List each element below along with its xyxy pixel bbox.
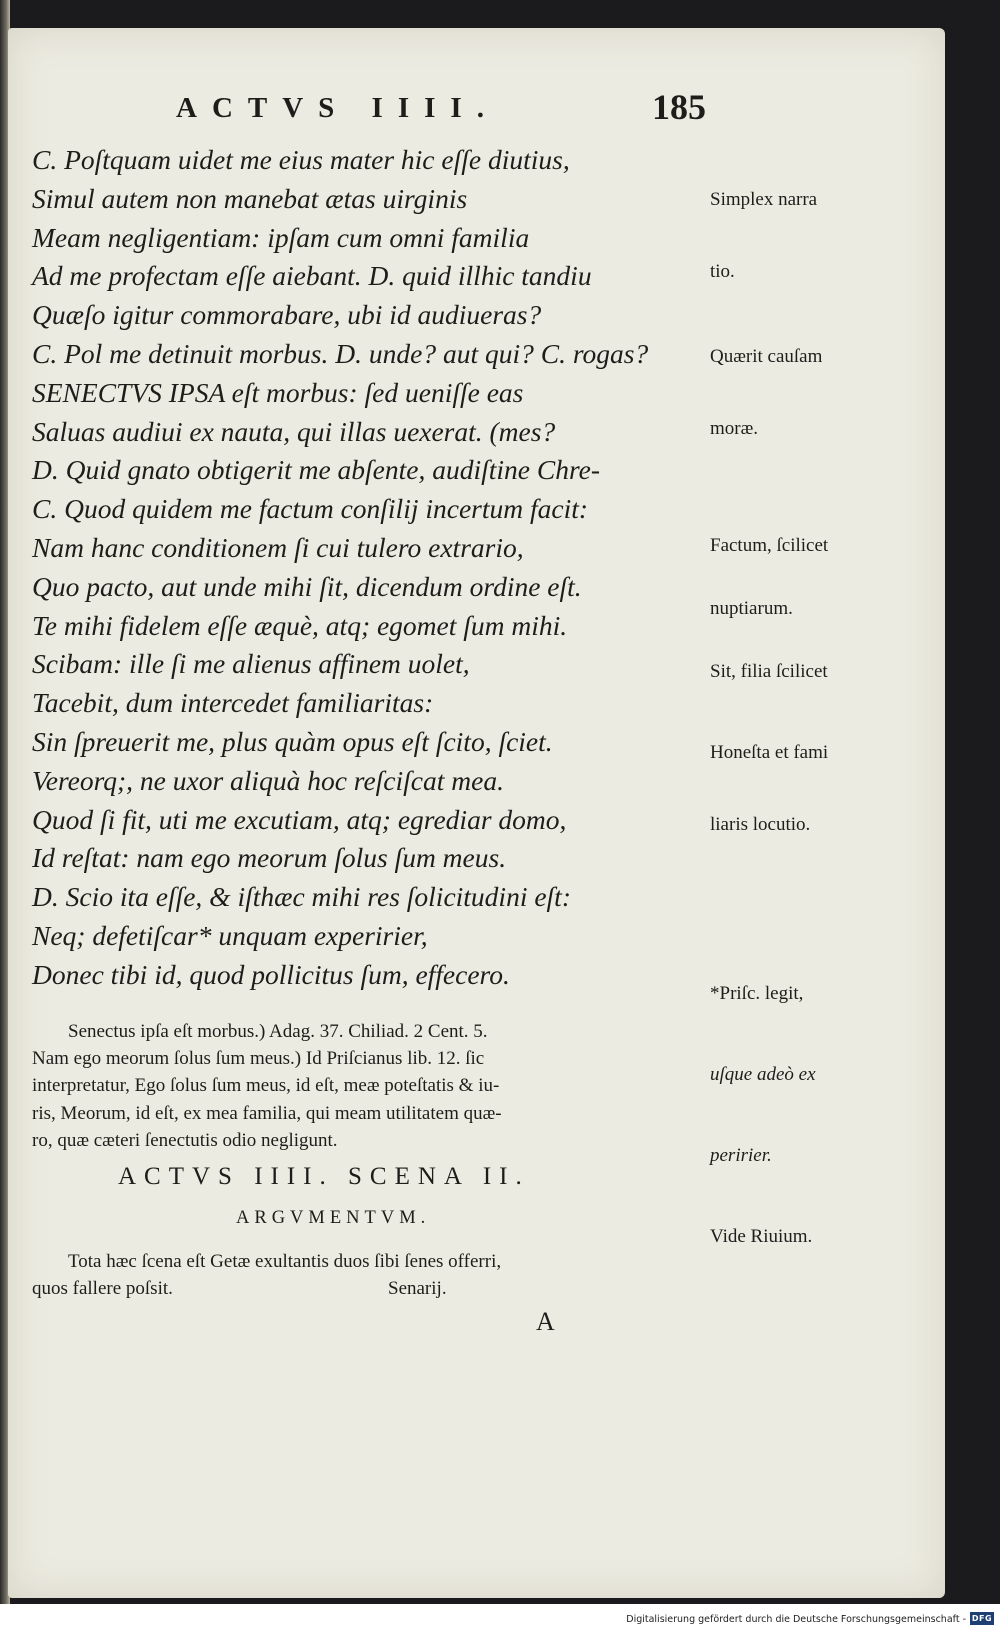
verse-line: C. Pol me detinuit morbus. D. unde? aut qui? C. rogas? [32,337,649,369]
verse-line: Saluas audiui ex nauta, qui illas uexerat. (mes? [32,415,556,447]
meter-label: Senarij. [388,1278,447,1299]
margin-note-line: moræ. [710,418,759,439]
commentary-line: Nam ego meorum ſolus ſum meus.) Id Priſcianus lib. 12. ſic [32,1048,485,1070]
verse-line: D. Quid gnato obtigerit me abſente, audiſtine Chre- [32,454,601,486]
argumentum-line: Tota hæc ſcena eſt Getæ exultantis duos ſibi ſenes offerri, [68,1251,502,1272]
margin-note-line: Quærit cauſam [710,346,823,367]
margin-note [710,926,816,1304]
funding-credit: Digitalisierung gefördert durch die Deutsche Forschungsgemeinschaft - [626,1614,966,1625]
scene-heading: ACTVS IIII. SCENA II. [118,1163,530,1190]
margin-note-line: *Priſc. legit, [710,983,804,1004]
verse-line: C. Poſtquam uidet me eius mater hic eſſe diutius, [32,144,570,175]
margin-note-line: Simplex narra [710,189,818,210]
verse-line: Quod ſi fit, uti me excutiam, atq; egrediar domo, [32,803,567,835]
verse-line: Sin ſpreuerit me, plus quàm opus eſt ſcito, ſciet. [32,725,553,757]
verse-line: D. Scio ita eſſe, & iſthæc mihi res ſolicitudini eſt: [32,881,571,913]
argumentum-line [32,1275,712,1302]
catchword: A [536,1307,555,1336]
margin-note-line: uſque adeò ex [710,1064,816,1085]
verse-line: Neq; defetiſcar* unquam experirier, [32,919,428,951]
verse-line: SENECTVS IPSA eſt morbus: ſed ueniſſe eas [32,376,524,408]
margin-note-line: peririer. [710,1145,772,1166]
argumentum-heading: ARGVMENTVM. [236,1208,431,1228]
verse-line: Nam hanc conditionem ſi cui tulero extrario, [32,531,524,563]
argumentum-text [32,1248,712,1302]
dfg-logo-icon: DFG [971,1614,993,1623]
verse-line: Simul autem non manebat ætas uirginis [32,182,468,214]
commentary-line: interpretatur, Ego ſolus ſum meus, id eſt, meæ poteſtatis & iu- [32,1075,500,1097]
verse-line: Scibam: ille ſi me alienus affinem uolet, [32,648,470,680]
margin-note-line: nuptiarum. [710,598,793,619]
commentary-line: Senectus ipſa eſt morbus.) Adag. 37. Chiliad. 2 Cent. 5. [68,1021,488,1042]
margin-note-line: Honeſta et fami [710,742,829,763]
verse-line: Vereorq;, ne uxor aliquà hoc reſciſcat mea. [32,764,504,796]
commentary-notes [32,1018,712,1154]
verse-line: Donec tibi id, quod pollicitus ſum, effecero. [32,958,510,990]
margin-note [710,493,828,724]
margin-note [710,297,822,489]
running-head: ACTVS IIII. [176,92,499,124]
margin-note-line: Sit, filia ſcilicet [710,661,828,682]
verse-line: Quo pacto, aut unde mihi ſit, dicendum ordine eſt. [32,570,582,602]
margin-note-line: liaris locutio. [710,814,811,835]
verse-line: Ad me profectam eſſe aiebant. D. quid illhic tandiu [32,260,592,292]
argumentum-line-text: quos fallere poſsit. [32,1278,173,1299]
commentary-line: ris, Meorum, id eſt, ex mea familia, qui meam utilitatem quæ- [32,1102,502,1124]
commentary-line: ro, quæ cæteri ſenectutis odio negligunt. [32,1129,338,1151]
verse-line: Meam negligentiam: ipſam cum omni familia [32,221,530,253]
folio-number: 185 [652,87,706,127]
margin-note-line: tio. [710,261,735,282]
verse-text [32,141,712,995]
verse-line: Tacebit, dum intercedet familiaritas: [32,687,434,719]
margin-note-line: Factum, ſcilicet [710,535,829,556]
verse-line: C. Quod quidem me factum conſilij incertum facit: [32,493,589,525]
verse-line: Id reſtat: nam ego meorum ſolus ſum meus. [32,842,507,874]
verse-line: Te mihi fidelem eſſe æquè, atq; egomet ſum mihi. [32,609,568,641]
verse-line: Quæſo igitur commorabare, ubi id audiueras? [32,299,542,331]
margin-note-line: Vide Riuium. [710,1226,813,1247]
margin-note [710,693,828,885]
